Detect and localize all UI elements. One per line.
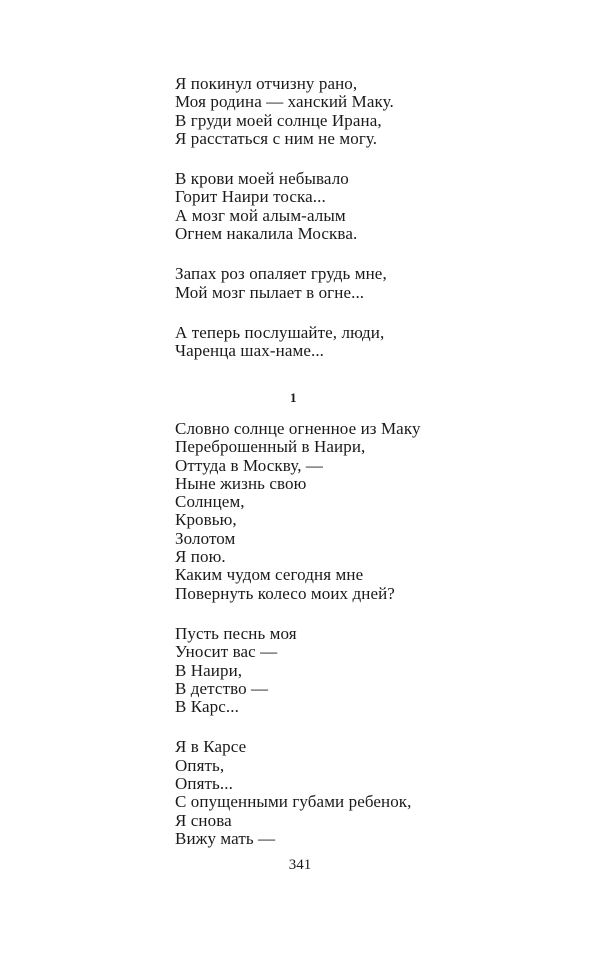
poem-line: Горит Наири тоска... [175, 187, 326, 207]
poem-line: А теперь послушайте, люди, [175, 322, 385, 342]
poem-line: В груди моей солнце Ирана, [175, 110, 382, 130]
poem-line: Переброшенный в Наири, [175, 437, 366, 457]
stanza-gap [175, 243, 575, 265]
page-number: 341 [288, 857, 312, 873]
stanza-gap [175, 716, 595, 738]
stanza-gap [175, 148, 575, 170]
poem-line: А мозг мой алым-алым [175, 205, 346, 225]
poem-line: Уносит вас — [175, 642, 278, 662]
poem-line: Оттуда в Москву, — [175, 455, 324, 475]
poem-line: Золотом [175, 528, 236, 548]
stanza [175, 265, 575, 302]
poem-line: В Наири, [175, 660, 243, 680]
poem-line: С опущенными губами ребенок, [175, 792, 412, 812]
poem-line: Опять, [175, 755, 225, 775]
poem-line: Я пою. [175, 547, 226, 567]
poem-line: Я расстаться с ним не могу. [175, 128, 378, 148]
poem-line: Ныне жизнь свою [175, 473, 307, 493]
stanza [175, 75, 575, 148]
stanza-gap [175, 603, 595, 625]
stanza [175, 170, 575, 243]
stanza [175, 420, 595, 603]
poem-line: Огнем накалила Москва. [175, 224, 358, 244]
poem-line: Я снова [175, 810, 232, 830]
poem-line: В крови моей небывало [175, 169, 349, 189]
poem-line: В Карс... [175, 697, 239, 717]
poem-intro [175, 75, 575, 361]
poem-line: Запах роз опаляет грудь мне, [175, 264, 387, 284]
poem-line: Вижу мать — [175, 828, 276, 848]
poem-line: Я в Карсе [175, 737, 247, 757]
stanza [175, 738, 595, 848]
poem-line: Солнцем, [175, 492, 245, 512]
poem-line: Я покинул отчизну рано, [175, 74, 358, 93]
poem-line: Словно солнце огненное из Маку [175, 419, 421, 438]
section-number: 1 [290, 390, 297, 405]
poem-line: Опять... [175, 774, 233, 794]
poem-line: Мой мозг пылает в огне... [175, 282, 365, 302]
poem-line: Моя родина — ханский Маку. [175, 92, 394, 112]
poem-line: Каким чудом сегодня мне [175, 565, 364, 585]
stanza [175, 625, 595, 716]
poem-part-1 [175, 420, 595, 848]
poem-line: Чаренца шах-наме... [175, 341, 325, 361]
poem-line: В детство — [175, 678, 269, 698]
poem-line: Повернуть колесо моих дней? [175, 583, 395, 603]
poem-line: Пусть песнь моя [175, 623, 297, 643]
stanza [175, 324, 575, 361]
poem-line: Кровью, [175, 510, 237, 530]
stanza-gap [175, 302, 575, 324]
